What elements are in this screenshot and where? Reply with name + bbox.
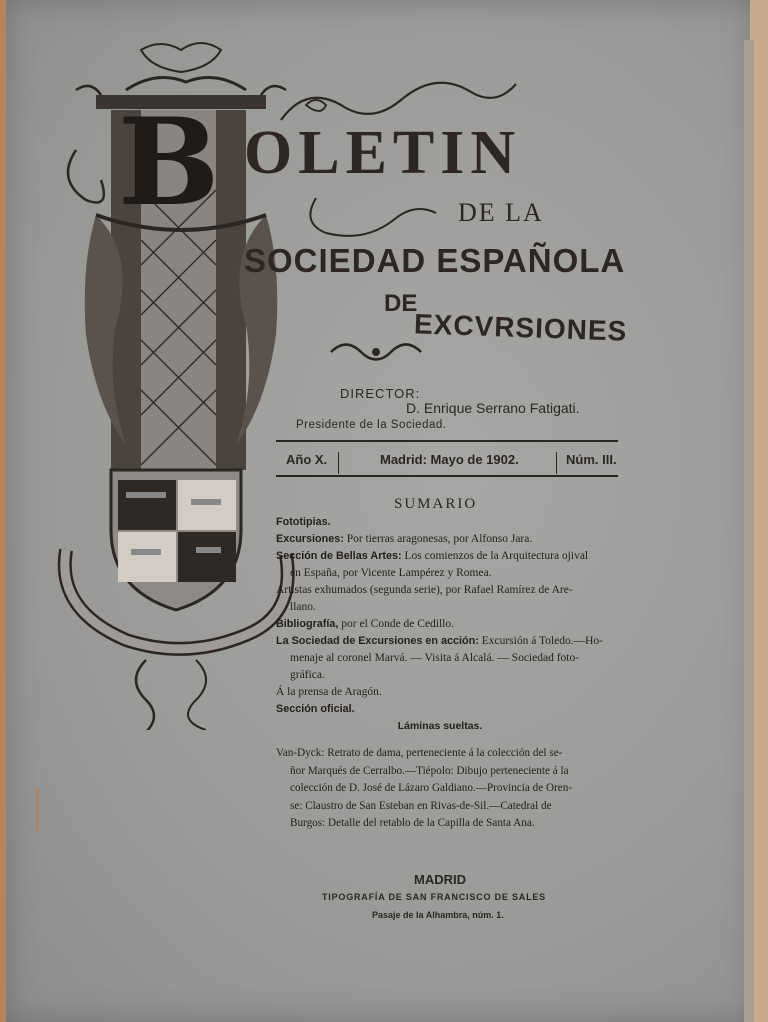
imprint-city: MADRID [414,872,466,887]
plates-line: Van-Dyck: Retrato de dama, perteneciente á la colección del se- [276,747,563,759]
list-item: Sección de Bellas Artes: Los comienzos de la Arquitectura ojival [276,550,589,562]
list-item-continuation: gráfica. [290,669,325,681]
plates-heading: Láminas sueltas. [397,720,483,732]
divider-top [276,440,618,442]
cover-page [6,0,754,1022]
summary-heading: SUMARIO [394,496,478,512]
list-item: Sección oficial. [276,703,355,715]
list-item-continuation: llano. [290,601,316,613]
list-item: Fototipias. [276,516,331,528]
list-item: La Sociedad de Excursiones en acción: Excursión á Toledo.—Ho- [276,635,603,647]
list-item: Bibliografía, por el Conde de Cedillo. [276,618,455,630]
plates-line: colección de D. José de Lázaro Galdiano.—Provincia de Oren- [290,782,573,795]
list-item: Á la prensa de Aragón. [276,686,382,698]
issue-year: Año X. [286,452,328,467]
plates-line: ñor Marqués de Cerralbo.—Tiépolo: Dibujo perteneciente á la [290,764,569,777]
issue-number: Núm. III. [566,452,617,467]
title-excursiones: EXCVRSIONES [413,308,628,347]
divider-bottom [276,475,618,477]
issue-row [276,450,618,472]
list-item-continuation: en España, por Vicente Lampérez y Romea. [290,567,492,579]
title-de: DE [384,290,418,317]
list-item: Artistas exhumados (segunda serie), por Rafael Ramírez de Are- [276,584,573,596]
divider-vertical [556,452,557,474]
summary-list [276,514,624,735]
divider-vertical [338,452,339,474]
director-role: Presidente de la Sociedad. [296,419,447,431]
list-item: Excursiones: Por tierras aragonesas, por Alfonso Jara. [276,533,533,545]
page-edge-shadow [744,40,754,1022]
director-name: D. Enrique Serrano Fatigati. [406,400,580,416]
title-initial: B [118,92,220,233]
issue-date: Madrid: Mayo de 1902. [380,452,519,467]
imprint-printer: TIPOGRAFÍA DE SAN FRANCISCO DE SALES [322,892,546,902]
title-boletin: OLETIN [244,119,522,187]
staple-mark [36,788,39,832]
swirl-ornament [296,188,466,248]
list-item-continuation: menaje al coronel Marvá. — Visita á Alcalá. — Sociedad foto- [290,652,580,664]
imprint-address: Pasaje de la Alhambra, núm. 1. [372,910,504,920]
director-label: DIRECTOR: [340,386,421,401]
small-flourish-ornament [326,332,426,372]
plates-line: Burgos: Detalle del retablo de la Capilla de Santa Ana. [290,817,535,830]
title-de-la: DE LA [458,198,544,227]
title-sociedad: SOCIEDAD ESPAÑOLA [244,242,626,279]
plates-line: se: Claustro de San Esteban en Rivas-de-Sil.—Catedral de [290,799,552,812]
plates-list [276,745,622,833]
